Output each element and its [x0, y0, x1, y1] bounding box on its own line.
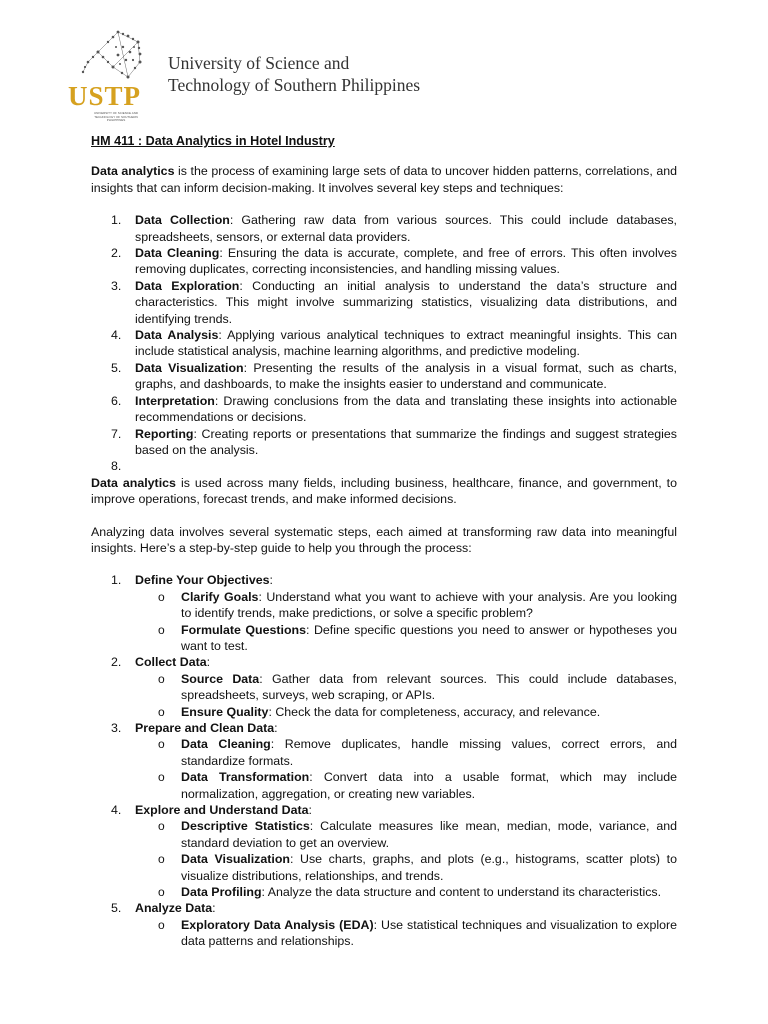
intro-term: Data analytics [91, 164, 175, 179]
step-text: : Ensuring the data is accurate, complete, and free of errors. This often involves removing duplicates, correcting inconsistencies, and handling missing values. [135, 246, 677, 277]
guide-substep-term: Ensure Quality [181, 704, 269, 719]
guide-substep-text: : Calculate measures like mean, median, mode, variance, and standard deviation to get an overview. [181, 819, 677, 850]
step-number: 1. [111, 213, 122, 228]
step-item [91, 426, 677, 459]
guide-step [91, 900, 677, 949]
guide-intro-paragraph: Analyzing data involves several systematic steps, each aimed at transforming raw data into meaningful insights. Here’s a step-by-step guide to help you through the process: [91, 524, 677, 555]
guide-substep-list [135, 589, 677, 655]
guide-substep [91, 671, 677, 704]
guide-step [91, 802, 677, 900]
university-name [168, 52, 568, 96]
step-item [91, 393, 677, 426]
step-term: Interpretation [135, 393, 215, 408]
guide-list [91, 572, 677, 949]
step-text: : Creating reports or presentations that summarize the findings and suggest strategies based on the analysis. [135, 426, 677, 457]
step-text: : Presenting the results of the analysis in a visual format, such as charts, graphs, and dashboards, to make the insights easier to understand and communicate. [135, 360, 677, 392]
guide-substep-text: : Remove duplicates, handle missing values, correct errors, and standardize formats. [181, 737, 677, 768]
guide-step-number: 5. [111, 901, 122, 916]
guide-substep-term: Data Cleaning [181, 737, 271, 752]
guide-substep [91, 884, 677, 900]
document-title: HM 411 : Data Analytics in Hotel Industry [91, 134, 335, 148]
bullet-icon: o [158, 917, 165, 932]
usage-text: is used across many fields, including business, healthcare, finance, and government, to improve operations, forecast trends, and make informed decisions. [91, 475, 677, 507]
step-term: Reporting [135, 426, 194, 441]
guide-step-colon: : [269, 573, 273, 588]
guide-substep [91, 818, 677, 851]
guide-substep-text: : Define specific questions you need to answer or hypotheses you want to test. [181, 622, 677, 653]
guide-step-heading: Explore and Understand Data [135, 803, 309, 818]
guide-substep [91, 622, 677, 655]
guide-step-heading: Define Your Objectives [135, 573, 270, 588]
guide-substep-list [135, 671, 677, 720]
step-number: 7. [111, 426, 122, 441]
guide-substep-term: Clarify Goals [181, 589, 259, 604]
bullet-icon: o [158, 737, 165, 752]
usage-term: Data analytics [91, 475, 176, 490]
key-steps-list [91, 212, 677, 474]
guide-substep-text: : Use statistical techniques and visualization to explore data patterns and relationships. [181, 917, 677, 949]
guide-substep-text: : Understand what you want to achieve with your analysis. Are you looking to identify trends, make predictions, or solve a specific problem? [181, 589, 677, 621]
step-term: Data Visualization [135, 360, 244, 375]
bullet-icon: o [158, 589, 165, 604]
bullet-icon: o [158, 770, 165, 785]
guide-step-colon: : [308, 803, 312, 818]
step-term: Data Collection [135, 213, 230, 228]
step-item [91, 360, 677, 393]
guide-substep-text: : Convert data into a usable format, which may include normalization, aggregation, or creating new variables. [181, 770, 677, 801]
bullet-icon: o [158, 704, 165, 719]
guide-substep [91, 704, 677, 720]
guide-substep [91, 589, 677, 622]
guide-substep [91, 769, 677, 802]
guide-step-number: 2. [111, 655, 122, 670]
step-item [91, 327, 677, 360]
intro-paragraph [91, 163, 677, 196]
step-number: 4. [111, 328, 122, 343]
guide-substep-list [135, 736, 677, 802]
guide-step [91, 654, 677, 720]
university-name-line2: Technology of Southern Philippines [168, 75, 421, 95]
guide-substep-text: : Use charts, graphs, and plots (e.g., histograms, scatter plots) to visualize distributions, relationships, and trends. [181, 852, 677, 883]
step-number: 6. [111, 393, 122, 408]
step-term: Data Analysis [135, 328, 219, 343]
guide-substep-text: : Check the data for completeness, accuracy, and relevance. [268, 704, 601, 719]
university-name-line1: University of Science and [168, 53, 350, 73]
guide-substep-term: Descriptive Statistics [181, 819, 310, 834]
step-number: 8. [111, 459, 122, 474]
usage-paragraph [91, 475, 677, 508]
guide-step [91, 720, 677, 802]
bullet-icon: o [158, 819, 165, 834]
guide-substep-term: Data Transformation [181, 770, 310, 785]
guide-step-heading: Prepare and Clean Data [135, 720, 275, 735]
guide-substep-text: : Gather data from relevant sources. This could include databases, spreadsheets, surveys, web scraping, or APIs. [181, 671, 677, 703]
step-item [91, 212, 677, 245]
guide-substep-term: Exploratory Data Analysis (EDA) [181, 917, 374, 932]
guide-step-number: 3. [111, 720, 122, 735]
step-number: 3. [111, 278, 122, 293]
guide-substep-list [135, 917, 677, 950]
step-term: Data Exploration [135, 278, 240, 293]
step-text: : Gathering raw data from various sources. This could include databases, spreadsheets, sensors, or external data providers. [135, 213, 677, 244]
guide-substep-term: Source Data [181, 671, 260, 686]
guide-step-number: 4. [111, 803, 122, 818]
guide-substep [91, 736, 677, 769]
guide-substep [91, 917, 677, 950]
bullet-icon: o [158, 671, 165, 686]
step-number: 2. [111, 246, 122, 261]
ustp-logo [68, 22, 150, 123]
guide-substep-text: : Analyze the data structure and content to understand its characteristics. [261, 885, 662, 900]
step-term: Data Cleaning [135, 246, 220, 261]
bullet-icon: o [158, 852, 165, 867]
step-text: : Applying various analytical techniques to extract meaningful insights. This can include statistical analysis, machine learning algorithms, and predictive modeling. [135, 328, 677, 359]
guide-step-number: 1. [111, 573, 122, 588]
guide-substep-term: Formulate Questions [181, 622, 306, 637]
guide-step [91, 572, 677, 654]
step-text: : Drawing conclusions from the data and translating these insights into actionable recommendations or decisions. [135, 393, 677, 425]
guide-step-heading: Analyze Data [135, 901, 213, 916]
step-item [91, 278, 677, 327]
logo-subtext: UNIVERSITY OF SCIENCE AND TECHNOLOGY OF SOUTHERN PHILIPPINES [93, 111, 139, 123]
step-text: : Conducting an initial analysis to understand the data’s structure and characteristics. This might involve summarizing statistics, visualizing data distributions, and identifying trends. [135, 278, 677, 326]
bullet-icon: o [158, 885, 165, 900]
intro-text: is the process of examining large sets of data to uncover hidden patterns, correlations, and insights that can inform decision-making. It involves several key steps and techniques: [91, 164, 678, 195]
guide-step-colon: : [206, 655, 211, 670]
guide-step-colon: : [274, 720, 278, 735]
guide-substep-term: Data Visualization [181, 852, 290, 867]
guide-substep-term: Data Profiling [181, 885, 262, 900]
guide-step-heading: Collect Data [135, 655, 207, 670]
document-body [91, 133, 677, 950]
step-item [91, 458, 677, 474]
guide-substep-list [135, 818, 677, 900]
logo-wordmark: USTP [68, 81, 142, 111]
guide-substep [91, 851, 677, 884]
step-number: 5. [111, 360, 122, 375]
step-item [91, 245, 677, 278]
bullet-icon: o [158, 622, 165, 637]
guide-step-colon: : [212, 901, 216, 916]
